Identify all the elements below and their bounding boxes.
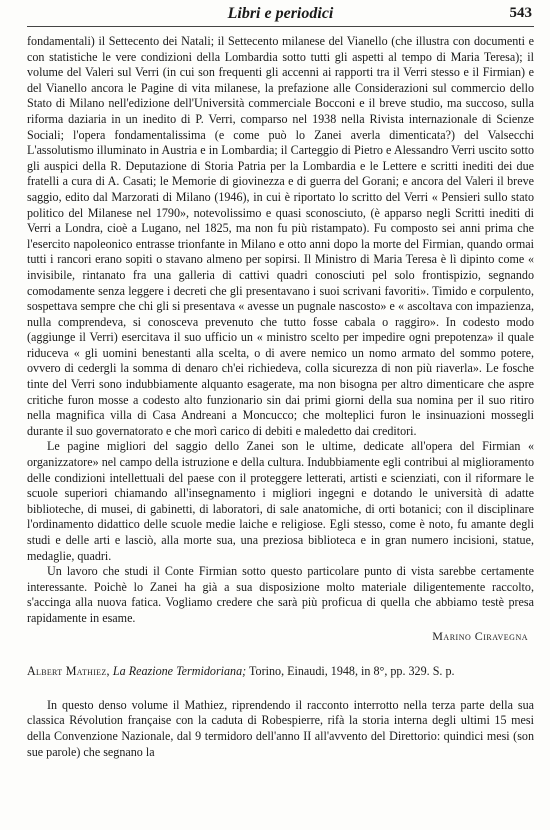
page-number: 543 <box>509 5 532 21</box>
article-paragraph: Le pagine migliori del saggio dello Zanei son le ultime, dedicate all'opera del Firmian « organizzatore» nel campo della istruzione e della cultura. Indubbiamente egli contribui al miglioramento delle condizioni intellettuali del paese con il proteggere letterati, artisti e scienziati, con il riformare le scuole superiori chiamando all'insegnamento i migliori ingegni e dotando le università di adatte biblioteche, di musei, di gabinetti, di laboratori, di sale anatomiche, di orti botanici; con il disciplinare l'ordinamento didattico delle scuole medie laiche e religiose. Egli stesso, come è noto, fu amante degli studi e delle arti e lasciò, alla morte sua, una preziosa biblioteca e in gran numero incisioni, statue, medaglie, quadri. <box>27 439 534 563</box>
reviewer-signature: Marino Ciravegna <box>432 628 528 643</box>
book-citation <box>27 664 534 680</box>
article-paragraph: Un lavoro che studi il Conte Firmian sotto questo particolare punto di vista sarebbe certamente interessante. Poichè lo Zanei ha già a sua disposizione molto materiale diligentemente raccolto, s'accinga alla nuova fatica. Vogliamo credere che sarà più proficua di quella che abbiamo testè presa rapidamente in esame. <box>27 564 534 625</box>
running-header <box>27 4 534 27</box>
review-paragraph: In questo denso volume il Mathiez, riprendendo il racconto interrotto nella terza parte della sua classica Révolution française con la caduta di Robespierre, rifà la storia interna degli ultimi 15 mesi della Convenzione Nazionale, dal 9 termidoro dell'anno II all'avvento del Direttorio: quindici mesi (son sue parole) che segnano la <box>27 697 534 759</box>
article-body <box>27 34 534 644</box>
running-title: Libri e periodici <box>227 5 334 22</box>
book-publication: Torino, Einaudi, 1948, in 8°, pp. 329. S. p. <box>249 664 455 679</box>
article-paragraph: fondamentali) il Settecento dei Natali; il Settecento milanese del Vianello (che illustra con documenti e con statistiche le vere condizioni della Lombardia sotto tutti gli aspetti al tempo di Maria Teresa); il volume del Valeri sul Verri (in cui son frequenti gli accenni ai rapporti tra il Verri stesso e il Firmian) e del Vianello ancora le Pagine di vita milanese, la prefazione alle Considerazioni sul commercio dello Stato di Milano nell'edizione dell'Università commerciale Bocconi e il breve studio, ma succoso, sulla riforma daziaria in un inedito di P. Verri, comparso nel 1938 nella Rivista internazionale di Scienze Sociali; l'opera fondamentalissima (e come può lo Zanei averla dimenticata?) del Valsecchi L'assolutismo illuminato in Austria e in Lombardia; il Carteggio di Pietro e Alessandro Verri uscito sotto gli auspici della R. Deputazione di Storia Patria per la Lombardia e le Lettere e scritti inediti dei due fratelli a cura di A. Casati; le Memorie di giovinezza e di guerra del Gorani; e ancora del Valeri il breve saggio, edito dal Marzorati di Milano (1946), in cui è riportato lo scritto del Verri « Pensieri sullo stato politico del Milanese nel 1790», notevolissimo e quasi sconosciuto, (è apparso negli Scritti inediti di Verri a Londra, cioè a Lugano, nel 1825, ma non fu più ristampato). Fu composto sei anni prima che l'esercito napoleonico entrasse trionfante in Milano e otto anni dopo la morte del Firmian, quando ormai tutti i rancori erano sopiti o stavano almeno per sopirsi. Il Ministro di Maria Teresa è lì dipinto come « invisibile, rintanato fra una galleria di cattivi quadri conosciuti pel solo frontispizio, segnando comodamente senza leggere i decreti che gli presentavano i suoi scrivani favoriti». Timido e corpulento, sospettava sempre che chi gli si presentava « avesse un pugnale nascosto» e « ascoltava con impazienza, nulla comprendeva, si conosceva prevenuto che tutto fosse cabala o raggiro». In codesto modo (aggiunge il Verri) esercitava il suo ufficio un « ministro scelto per impedire ogni prepotenza» il quale riduceva « gli uomini benestanti alla scelta, o di avere nemico un nomo armato del sommo potere, ovvero di cedergli la somma di denaro ch'ei richiedeva, colla sicurezza di non più riaverla». Le fosche tinte del Verri sono indubbiamente alquanto esagerate, ma non bisogna per altro dimenticare che aspre critiche furon mosse a codesto alto funzionario sin dai primi giorni della sua nomina per il suo ritiro nella magnifica villa di Casa Andreani a Moncucco; che molteplici furon le insinuazioni mossegli durante il suo governatorato e che morì carico di debiti e maledetto dai creditori. <box>27 34 534 438</box>
next-review <box>27 664 534 760</box>
book-title: La Reazione Termidoriana; <box>112 664 247 679</box>
book-author: Albert Mathiez, <box>27 664 110 679</box>
